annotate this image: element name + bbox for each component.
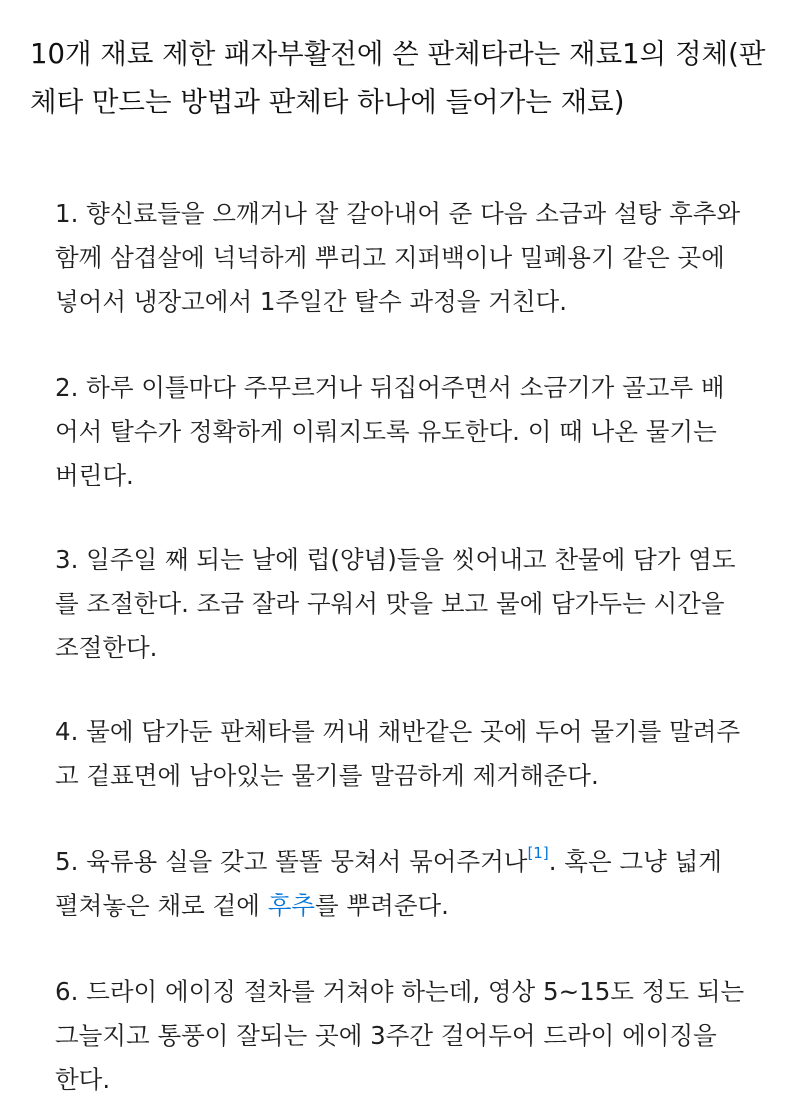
section-heading: 10개 재료 제한 패자부활전에 쓴 판체타라는 재료1의 정체(판체타 만드는 방법과 판체타 하나에 들어가는 재료)	[30, 38, 766, 118]
step-3: 3. 일주일 째 되는 날에 럽(양념)들을 씻어내고 찬물에 담가 염도를 조절한다. 조금 잘라 구워서 맛을 보고 물에 담가두는 시간을 조절한다.	[55, 545, 736, 662]
step-5-text-end: 를 뿌려준다.	[315, 891, 449, 920]
step-4: 4. 물에 담가둔 판체타를 꺼내 채반같은 곳에 두어 물기를 말려주고 겉표면에 남아있는 물기를 말끔하게 제거해준다.	[55, 717, 741, 790]
step-5-text-start: 5. 육류용 실을 갖고 똘똘 뭉쳐서 묶어주거나	[55, 847, 528, 876]
step-5	[55, 840, 745, 928]
pepper-link[interactable]: 후추	[267, 891, 316, 920]
step-6: 6. 드라이 에이징 절차를 거쳐야 하는데, 영상 5~15도 정도 되는 그늘지고 통풍이 잘되는 곳에 3주간 걸어두어 드라이 에이징을 한다.	[55, 977, 745, 1094]
step-2: 2. 하루 이틀마다 주무르거나 뒤집어주면서 소금기가 골고루 배어서 탈수가 정확하게 이뤄지도록 유도한다. 이 때 나온 물기는 버린다.	[55, 373, 725, 490]
step-1: 1. 향신료들을 으깨거나 잘 갈아내어 준 다음 소금과 설탕 후추와 함께 삼겹살에 넉넉하게 뿌리고 지퍼백이나 밀폐용기 같은 곳에 넣어서 냉장고에서 1주일간 탈수 과정을 거친다.	[55, 199, 741, 316]
footnote-link[interactable]: [1]	[527, 844, 549, 862]
step-5-text-middle: . 혹은 그냥 넓게 펼쳐놓은 채로 겉에	[55, 847, 722, 920]
